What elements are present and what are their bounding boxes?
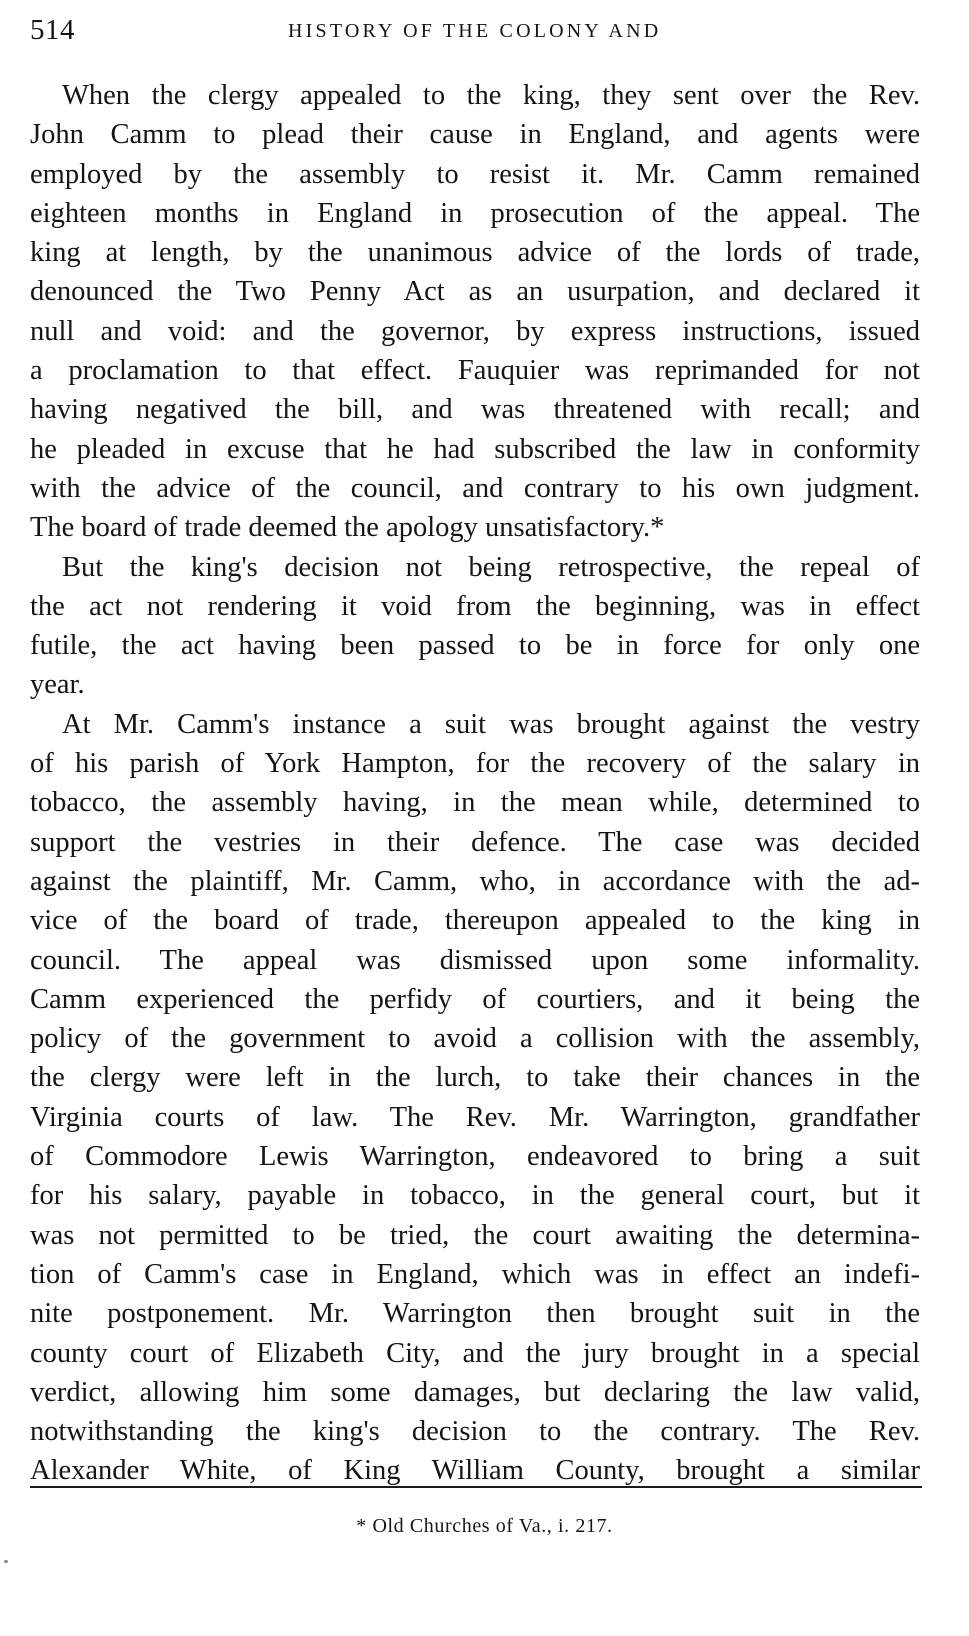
text-line: At Mr. Camm's instance a suit was brought against the vestry	[62, 708, 920, 740]
page-number: 514	[30, 14, 75, 46]
text-line: of Commodore Lewis Warrington, endeavored to bring a suit	[30, 1141, 920, 1173]
text-line: The board of trade deemed the apology unsatisfactory.*	[30, 512, 665, 544]
text-line: support the vestries in their defence. The case was decided	[30, 826, 920, 858]
text-line: year.	[30, 669, 85, 701]
text-line: policy of the government to avoid a collision with the assembly,	[30, 1023, 920, 1055]
text-line: employed by the assembly to resist it. Mr. Camm remained	[30, 158, 920, 190]
text-line: against the plaintiff, Mr. Camm, who, in accordance with the ad-	[30, 865, 920, 897]
text-line: council. The appeal was dismissed upon some informality.	[30, 944, 920, 976]
text-line: king at length, by the unanimous advice of the lords of trade,	[30, 237, 920, 269]
text-line: Alexander White, of King William County, brought a similar	[30, 1455, 920, 1487]
text-line: was not permitted to be tried, the court awaiting the determina-	[30, 1219, 920, 1251]
footnote: * Old Churches of Va., i. 217.	[356, 1515, 613, 1537]
text-line: verdict, allowing him some damages, but declaring the law valid,	[30, 1376, 920, 1408]
text-line: nite postponement. Mr. Warrington then brought suit in the	[30, 1298, 920, 1330]
text-line: notwithstanding the king's decision to the contrary. The Rev.	[30, 1416, 920, 1448]
running-head	[30, 14, 922, 50]
scan-speck	[4, 1560, 8, 1563]
text-line: a proclamation to that effect. Fauquier was reprimanded for not	[30, 355, 920, 387]
text-line: But the king's decision not being retrospective, the repeal of	[62, 551, 920, 583]
text-line: eighteen months in England in prosecution of the appeal. The	[30, 197, 920, 229]
text-line: futile, the act having been passed to be in force for only one	[30, 630, 920, 662]
text-line: null and void: and the governor, by express instructions, issued	[30, 315, 920, 347]
footnote-rule	[30, 1486, 922, 1488]
text-line: Virginia courts of law. The Rev. Mr. Warrington, grandfather	[30, 1101, 920, 1133]
text-line: of his parish of York Hampton, for the recovery of the salary in	[30, 748, 920, 780]
text-line: Camm experienced the perfidy of courtiers, and it being the	[30, 983, 920, 1015]
text-line: the act not rendering it void from the beginning, was in effect	[30, 590, 920, 622]
text-line: he pleaded in excuse that he had subscribed the law in conformity	[30, 433, 920, 465]
text-line: tobacco, the assembly having, in the mean while, determined to	[30, 787, 920, 819]
text-line: the clergy were left in the lurch, to take their chances in the	[30, 1062, 920, 1094]
text-line: denounced the Two Penny Act as an usurpation, and declared it	[30, 276, 920, 308]
running-title: HISTORY OF THE COLONY AND	[288, 20, 662, 42]
text-line: having negatived the bill, and was threatened with recall; and	[30, 394, 920, 426]
text-line: tion of Camm's case in England, which was in effect an indefi-	[30, 1258, 920, 1290]
text-line: for his salary, payable in tobacco, in the general court, but it	[30, 1180, 920, 1212]
text-line: vice of the board of trade, thereupon appealed to the king in	[30, 905, 920, 937]
text-line: county court of Elizabeth City, and the jury brought in a special	[30, 1337, 920, 1369]
text-line: John Camm to plead their cause in England, and agents were	[30, 119, 920, 151]
text-line: with the advice of the council, and contrary to his own judgment.	[30, 472, 920, 504]
body-text	[30, 76, 920, 1491]
text-line: When the clergy appealed to the king, they sent over the Rev.	[62, 80, 920, 111]
